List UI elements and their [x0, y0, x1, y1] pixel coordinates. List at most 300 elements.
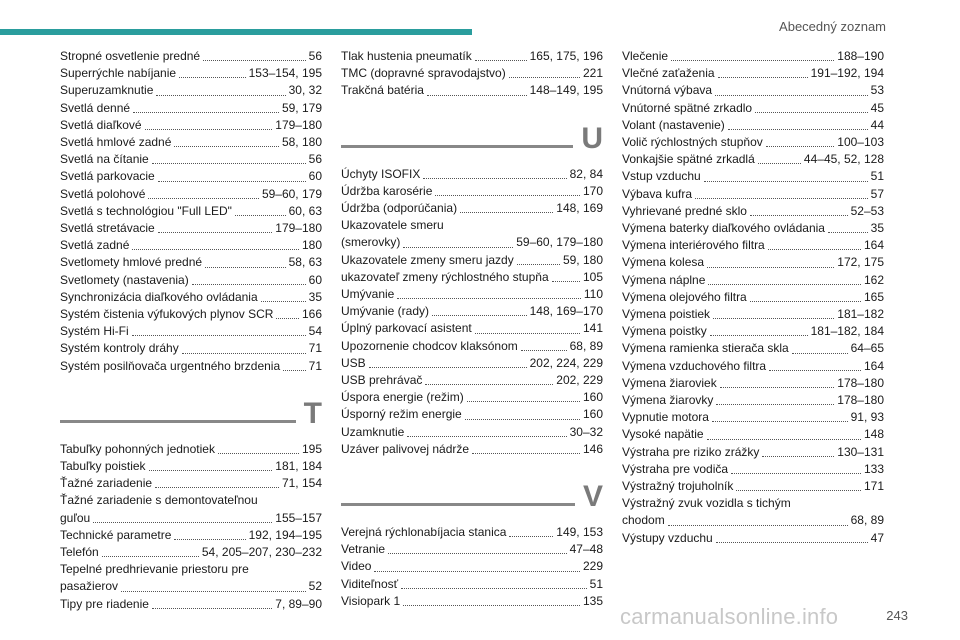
entry-pages[interactable]: 54, 205–207, 230–232: [201, 545, 322, 560]
index-entry: [60, 272, 322, 289]
dot-leader: [716, 404, 834, 405]
dot-leader: [707, 267, 834, 268]
dot-leader: [472, 453, 580, 454]
dot-leader: [750, 301, 861, 302]
index-entry: [622, 186, 884, 203]
entry-pages[interactable]: 188–190: [837, 49, 884, 63]
index-entry: [341, 320, 603, 337]
entry-term: Výmena žiaroviek: [622, 375, 717, 390]
entry-pages[interactable]: 162: [863, 272, 884, 287]
index-entry: [622, 444, 884, 461]
entry-term: Vnútorné spätné zrkadlo: [622, 100, 753, 115]
entry-pages[interactable]: 35: [308, 289, 322, 304]
entry-term: Svetlá diaľkové: [60, 117, 142, 132]
entry-term: TMC (dopravné spravodajstvo): [341, 66, 506, 81]
entry-pages[interactable]: 57: [870, 186, 884, 201]
index-entry: [622, 426, 884, 443]
dot-leader: [174, 146, 279, 147]
dot-leader: [509, 536, 553, 537]
entry-term: Vyhrievané predné sklo: [622, 203, 747, 218]
dot-leader: [156, 95, 285, 96]
section-divider: [60, 420, 296, 423]
entry-term: Stropné osvetlenie predné: [60, 49, 201, 63]
index-entry: [341, 558, 603, 575]
dot-leader: [475, 333, 580, 334]
dot-leader: [132, 335, 306, 336]
index-entry: [341, 441, 603, 458]
index-entry: [341, 48, 603, 65]
index-entry: [341, 183, 603, 200]
entry-pages[interactable]: 59, 180: [562, 252, 603, 267]
index-entry: [622, 151, 884, 168]
index-entry: [341, 541, 603, 558]
entries-t: [60, 441, 322, 613]
index-column-1: [60, 48, 322, 613]
index-entry: [60, 544, 322, 561]
entry-pages[interactable]: 181–182, 184: [810, 324, 884, 339]
entry-term: Úchyty ISOFIX: [341, 166, 421, 181]
index-entry: [622, 134, 884, 151]
entry-pages[interactable]: 181, 184: [275, 459, 322, 474]
dot-leader: [403, 247, 513, 248]
entry-pages[interactable]: 56: [308, 49, 322, 63]
entry-pages[interactable]: 51: [589, 576, 603, 591]
entry-term: Tabuľky pohonných jednotiek: [60, 441, 215, 456]
index-entry: [60, 441, 322, 458]
entry-pages[interactable]: 133: [863, 461, 884, 476]
entry-term: Svetlá parkovacie: [60, 169, 155, 184]
dot-leader: [704, 181, 868, 182]
watermark: carmanualsonline.info: [620, 604, 839, 629]
index-entry: [622, 220, 884, 237]
dot-leader: [713, 318, 834, 319]
dot-leader: [283, 370, 306, 371]
entry-term: Telefón: [60, 545, 99, 560]
dot-leader: [102, 556, 199, 557]
entry-term: Volant (nastavenie): [622, 117, 725, 132]
entry-pages[interactable]: 202, 229: [556, 373, 603, 388]
entry-pages[interactable]: 30–32: [569, 424, 603, 439]
section-divider: [341, 503, 575, 506]
entry-term: Trakčná batéria: [341, 83, 424, 98]
dot-leader: [715, 95, 868, 96]
section-letter: V: [582, 480, 603, 514]
dot-leader: [235, 215, 286, 216]
page-number: 243: [886, 608, 908, 623]
entry-pages[interactable]: 148–149, 195: [529, 83, 603, 98]
entry-pages[interactable]: 229: [582, 559, 603, 574]
entry-term: Vonkajšie spätné zrkadlá: [622, 152, 755, 167]
index-entry: [622, 340, 884, 357]
index-entry: [60, 340, 322, 357]
entry-pages[interactable]: 60: [308, 272, 322, 287]
section-divider: [341, 145, 573, 148]
entry-term: Uzamknutie: [341, 424, 405, 439]
entry-pages[interactable]: 60, 63: [288, 203, 322, 218]
entry-pages[interactable]: 59–60, 179–180: [516, 235, 603, 250]
index-entry: [60, 151, 322, 168]
entry-term: pasažierov: [60, 579, 119, 594]
dot-leader: [460, 212, 553, 213]
entry-pages[interactable]: 195: [301, 441, 322, 456]
dot-leader: [668, 525, 848, 526]
entry-pages[interactable]: 166: [301, 307, 322, 322]
index-entry: [341, 524, 603, 541]
entry-term: Výmena baterky diaľkového ovládania: [622, 221, 825, 236]
dot-leader: [403, 605, 580, 606]
entry-pages[interactable]: 160: [582, 390, 603, 405]
dot-leader: [369, 367, 527, 368]
dot-leader: [401, 588, 586, 589]
entry-pages[interactable]: 56: [308, 152, 322, 167]
entries-t-cont: [341, 48, 603, 100]
index-entry: [622, 461, 884, 478]
dot-leader: [205, 267, 286, 268]
index-entry: [622, 203, 884, 220]
dot-leader: [158, 232, 273, 233]
entry-pages[interactable]: 170: [582, 183, 603, 198]
entry-term: Ťažné zariadenie: [60, 476, 153, 491]
entry-term: Údržba (odporúčania): [341, 201, 458, 216]
entry-term: (smerovky): [341, 235, 401, 250]
index-entry: [622, 358, 884, 375]
entry-pages[interactable]: 71, 154: [281, 476, 322, 491]
dot-leader: [435, 195, 580, 196]
dot-leader: [261, 301, 306, 302]
index-entry: [60, 82, 322, 99]
entry-term: Výmena interiérového filtra: [622, 238, 765, 253]
dot-leader: [720, 387, 835, 388]
entry-pages[interactable]: 178–180: [837, 393, 884, 408]
entry-term: Výmena olejového filtra: [622, 289, 747, 304]
dot-leader: [731, 473, 861, 474]
entry-pages[interactable]: 221: [582, 66, 603, 81]
index-entry: [341, 338, 603, 355]
dot-leader: [707, 439, 861, 440]
page-header-title: Abecedný zoznam: [779, 19, 886, 34]
entry-pages[interactable]: 202, 224, 229: [529, 355, 603, 370]
index-entry-continued: Ťažné zariadenie s demontovateľnou: [60, 493, 258, 508]
entry-pages[interactable]: 164: [863, 238, 884, 253]
entry-pages[interactable]: 148, 169: [556, 201, 603, 216]
entry-term: Svetlá s technológiou "Full LED": [60, 203, 232, 218]
entry-term: Úspora energie (režim): [341, 390, 464, 405]
entry-pages[interactable]: 130–131: [837, 444, 884, 459]
index-entry: [341, 65, 603, 82]
entry-pages[interactable]: 105: [582, 269, 603, 284]
dot-leader: [671, 60, 834, 61]
dot-leader: [93, 522, 272, 523]
index-entry-continued: Tepelné predhrievanie priestoru pre: [60, 562, 249, 577]
entry-pages[interactable]: 60: [308, 169, 322, 184]
entry-pages[interactable]: 68, 89: [569, 338, 603, 353]
entry-pages[interactable]: 160: [582, 407, 603, 422]
entry-pages[interactable]: 59, 179: [281, 100, 322, 115]
entry-pages[interactable]: 110: [583, 287, 603, 302]
entry-term: Ukazovatele zmeny smeru jazdy: [341, 252, 514, 267]
index-entry: [60, 596, 322, 613]
entry-pages[interactable]: 58, 63: [288, 255, 322, 270]
entries-v-cont: [622, 48, 884, 547]
dot-leader: [521, 350, 567, 351]
entry-pages[interactable]: 35: [870, 221, 884, 236]
index-entry: [622, 117, 884, 134]
index-entry: [60, 186, 322, 203]
entries-v: [341, 524, 603, 610]
entry-pages[interactable]: 191–192, 194: [810, 66, 884, 81]
entry-term: Umývanie: [341, 287, 395, 302]
entry-term: ukazovateľ zmeny rýchlostného stupňa: [341, 269, 549, 284]
index-entry: [60, 237, 322, 254]
entry-pages[interactable]: 68, 89: [850, 513, 884, 528]
dot-leader: [716, 542, 868, 543]
index-entry: [60, 65, 322, 82]
index-entry: [622, 478, 884, 495]
entry-pages[interactable]: 71: [308, 341, 322, 356]
dot-leader: [218, 453, 299, 454]
entry-pages[interactable]: 181–182: [837, 307, 884, 322]
dot-leader: [762, 456, 834, 457]
entry-term: Viditeľnosť: [341, 576, 399, 591]
entry-term: Svetlá denné: [60, 100, 131, 115]
index-entry: [60, 168, 322, 185]
entry-pages[interactable]: 165: [863, 289, 884, 304]
dot-leader: [758, 163, 801, 164]
index-entry: [60, 117, 322, 134]
entry-pages[interactable]: 47: [870, 530, 884, 545]
index-entry: [622, 168, 884, 185]
entry-term: Výstražný trojuholník: [622, 479, 734, 494]
entry-pages[interactable]: 52–53: [850, 203, 884, 218]
dot-leader: [174, 539, 245, 540]
entry-term: Vetranie: [341, 542, 386, 557]
dot-leader: [388, 553, 567, 554]
dot-leader: [712, 421, 848, 422]
entry-term: Svetlá stretávacie: [60, 221, 155, 236]
dot-leader: [133, 112, 279, 113]
entry-term: guľou: [60, 510, 91, 525]
dot-leader: [755, 112, 868, 113]
dot-leader: [710, 335, 808, 336]
index-entry: [341, 200, 603, 217]
index-entry-continued: Ukazovatele smeru: [341, 218, 444, 233]
entry-pages[interactable]: 180: [301, 238, 322, 253]
entry-pages[interactable]: 164: [863, 358, 884, 373]
dot-leader: [792, 353, 848, 354]
index-column-3: [622, 48, 884, 547]
dot-leader: [695, 198, 868, 199]
index-entry: [622, 272, 884, 289]
section-letter: U: [581, 121, 603, 155]
index-entry: [622, 289, 884, 306]
entry-pages[interactable]: 7, 89–90: [275, 596, 322, 611]
entry-term: chodom: [622, 513, 665, 528]
entry-term: Superuzamknutie: [60, 83, 154, 98]
entry-term: Vysoké napätie: [622, 427, 704, 442]
entry-term: Svetlá hmlové zadné: [60, 135, 172, 150]
entry-pages[interactable]: 171: [863, 479, 884, 494]
entry-term: Technické parametre: [60, 527, 172, 542]
entry-term: Úplný parkovací asistent: [341, 321, 472, 336]
entry-pages[interactable]: 149, 153: [556, 525, 603, 540]
entry-term: Vnútorná výbava: [622, 83, 713, 98]
index-entry: [60, 289, 322, 306]
dot-leader: [718, 77, 808, 78]
index-entry: [622, 82, 884, 99]
entry-term: Výstupy vzduchu: [622, 530, 713, 545]
index-entry: [60, 48, 322, 65]
index-entry: [60, 527, 322, 544]
index-entry: [341, 355, 603, 372]
dot-leader: [552, 281, 580, 282]
entry-term: Výmena ramienka stierača skla: [622, 341, 789, 356]
entry-term: Systém kontroly dráhy: [60, 341, 179, 356]
entry-term: Vlečné zaťaženia: [622, 66, 715, 81]
index-entry: [622, 48, 884, 65]
dot-leader: [728, 129, 868, 130]
entry-term: Vstup vzduchu: [622, 169, 701, 184]
entry-pages[interactable]: 44: [870, 117, 884, 132]
index-entry: [622, 512, 884, 529]
entry-term: Tabuľky poistiek: [60, 459, 146, 474]
index-entry: [60, 578, 322, 595]
entry-pages[interactable]: 192, 194–195: [248, 527, 322, 542]
dot-leader: [427, 95, 527, 96]
dot-leader: [152, 608, 272, 609]
index-entry: [60, 134, 322, 151]
dot-leader: [148, 198, 259, 199]
index-entry: [341, 234, 603, 251]
index-entry: [60, 254, 322, 271]
entry-term: Vlečenie: [622, 49, 669, 63]
entry-term: Systém Hi-Fi: [60, 324, 129, 339]
dot-leader: [152, 163, 306, 164]
entry-term: Systém čistenia výfukových plynov SCR: [60, 307, 274, 322]
dot-leader: [768, 249, 861, 250]
entry-pages[interactable]: 91, 93: [850, 410, 884, 425]
index-entry: [622, 237, 884, 254]
dot-leader: [132, 249, 299, 250]
entry-term: Systém posilňovača urgentného brzdenia: [60, 358, 281, 373]
index-column-2: [341, 48, 603, 610]
index-entry: [60, 358, 322, 375]
entry-pages[interactable]: 155–157: [275, 510, 322, 525]
entry-pages[interactable]: 148: [863, 427, 884, 442]
index-entry: [341, 166, 603, 183]
dot-leader: [465, 419, 580, 420]
entry-term: Výmena náplne: [622, 272, 706, 287]
entries-s: [60, 48, 322, 375]
entry-term: Tipy pre riadenie: [60, 596, 149, 611]
dot-leader: [708, 284, 861, 285]
entry-pages[interactable]: 135: [582, 593, 603, 608]
entry-term: Výbava kufra: [622, 186, 693, 201]
index-entry: [60, 220, 322, 237]
entry-pages[interactable]: 165, 175, 196: [529, 49, 603, 63]
index-entry: [341, 286, 603, 303]
entry-term: USB: [341, 355, 366, 370]
dot-leader: [192, 284, 306, 285]
dot-leader: [736, 490, 861, 491]
section-letter: T: [303, 396, 322, 430]
entry-pages[interactable]: 44–45, 52, 128: [803, 152, 884, 167]
dot-leader: [750, 215, 848, 216]
entry-pages[interactable]: 54: [308, 324, 322, 339]
dot-leader: [121, 591, 306, 592]
index-entry-continued: Výstražný zvuk vozidla s tichým: [622, 496, 791, 511]
index-entry: [341, 303, 603, 320]
entry-pages[interactable]: 82, 84: [569, 166, 603, 181]
entry-term: Výmena poistiek: [622, 307, 711, 322]
entry-pages[interactable]: 51: [870, 169, 884, 184]
dot-leader: [828, 232, 868, 233]
entry-term: Výmena poistky: [622, 324, 707, 339]
entry-term: Uzáver palivovej nádrže: [341, 441, 470, 456]
entry-term: Visiopark 1: [341, 593, 401, 608]
entry-pages[interactable]: 100–103: [837, 135, 884, 150]
entry-pages[interactable]: 58, 180: [281, 135, 322, 150]
index-entry: [341, 593, 603, 610]
dot-leader: [467, 401, 580, 402]
entry-pages[interactable]: 153–154, 195: [248, 66, 322, 81]
index-entry: [60, 458, 322, 475]
entry-term: Tlak hustenia pneumatík: [341, 49, 472, 63]
entry-term: Svetlomety hmlové predné: [60, 255, 203, 270]
index-entry: [60, 510, 322, 527]
section-header-v: [341, 472, 603, 512]
entry-pages[interactable]: 47–48: [569, 542, 603, 557]
index-entry: [341, 252, 603, 269]
entry-pages[interactable]: 179–180: [275, 117, 322, 132]
dot-leader: [276, 318, 299, 319]
entry-pages[interactable]: 178–180: [837, 375, 884, 390]
dot-leader: [766, 146, 835, 147]
dot-leader: [432, 315, 527, 316]
entry-term: USB prehrávač: [341, 373, 423, 388]
entry-pages[interactable]: 53: [870, 83, 884, 98]
dot-leader: [517, 264, 560, 265]
entry-pages[interactable]: 148, 169–170: [529, 304, 603, 319]
index-entry: [622, 100, 884, 117]
dot-leader: [407, 436, 566, 437]
entry-term: Volič rýchlostných stupňov: [622, 135, 763, 150]
dot-leader: [475, 60, 527, 61]
entry-pages[interactable]: 45: [870, 100, 884, 115]
index-entry: [60, 475, 322, 492]
dot-leader: [149, 470, 273, 471]
entry-pages[interactable]: 141: [582, 321, 603, 336]
entry-pages[interactable]: 146: [582, 441, 603, 456]
entry-pages[interactable]: 30, 32: [288, 83, 322, 98]
index-entry: [622, 375, 884, 392]
entry-pages[interactable]: 64–65: [850, 341, 884, 356]
entry-pages[interactable]: 59–60, 179: [261, 186, 322, 201]
index-entry: [622, 254, 884, 271]
dot-leader: [374, 571, 579, 572]
entry-term: Umývanie (rady): [341, 304, 430, 319]
entry-pages[interactable]: 52: [308, 579, 322, 594]
entry-term: Svetlomety (nastavenia): [60, 272, 189, 287]
entry-pages[interactable]: 172, 175: [837, 255, 884, 270]
index-entry: [341, 424, 603, 441]
entry-pages[interactable]: 71: [308, 358, 322, 373]
index-entry: [622, 409, 884, 426]
entry-term: Výmena kolesa: [622, 255, 705, 270]
entry-term: Úsporný režim energie: [341, 407, 462, 422]
dot-leader: [423, 178, 566, 179]
index-entry: [60, 203, 322, 220]
entry-pages[interactable]: 179–180: [275, 221, 322, 236]
